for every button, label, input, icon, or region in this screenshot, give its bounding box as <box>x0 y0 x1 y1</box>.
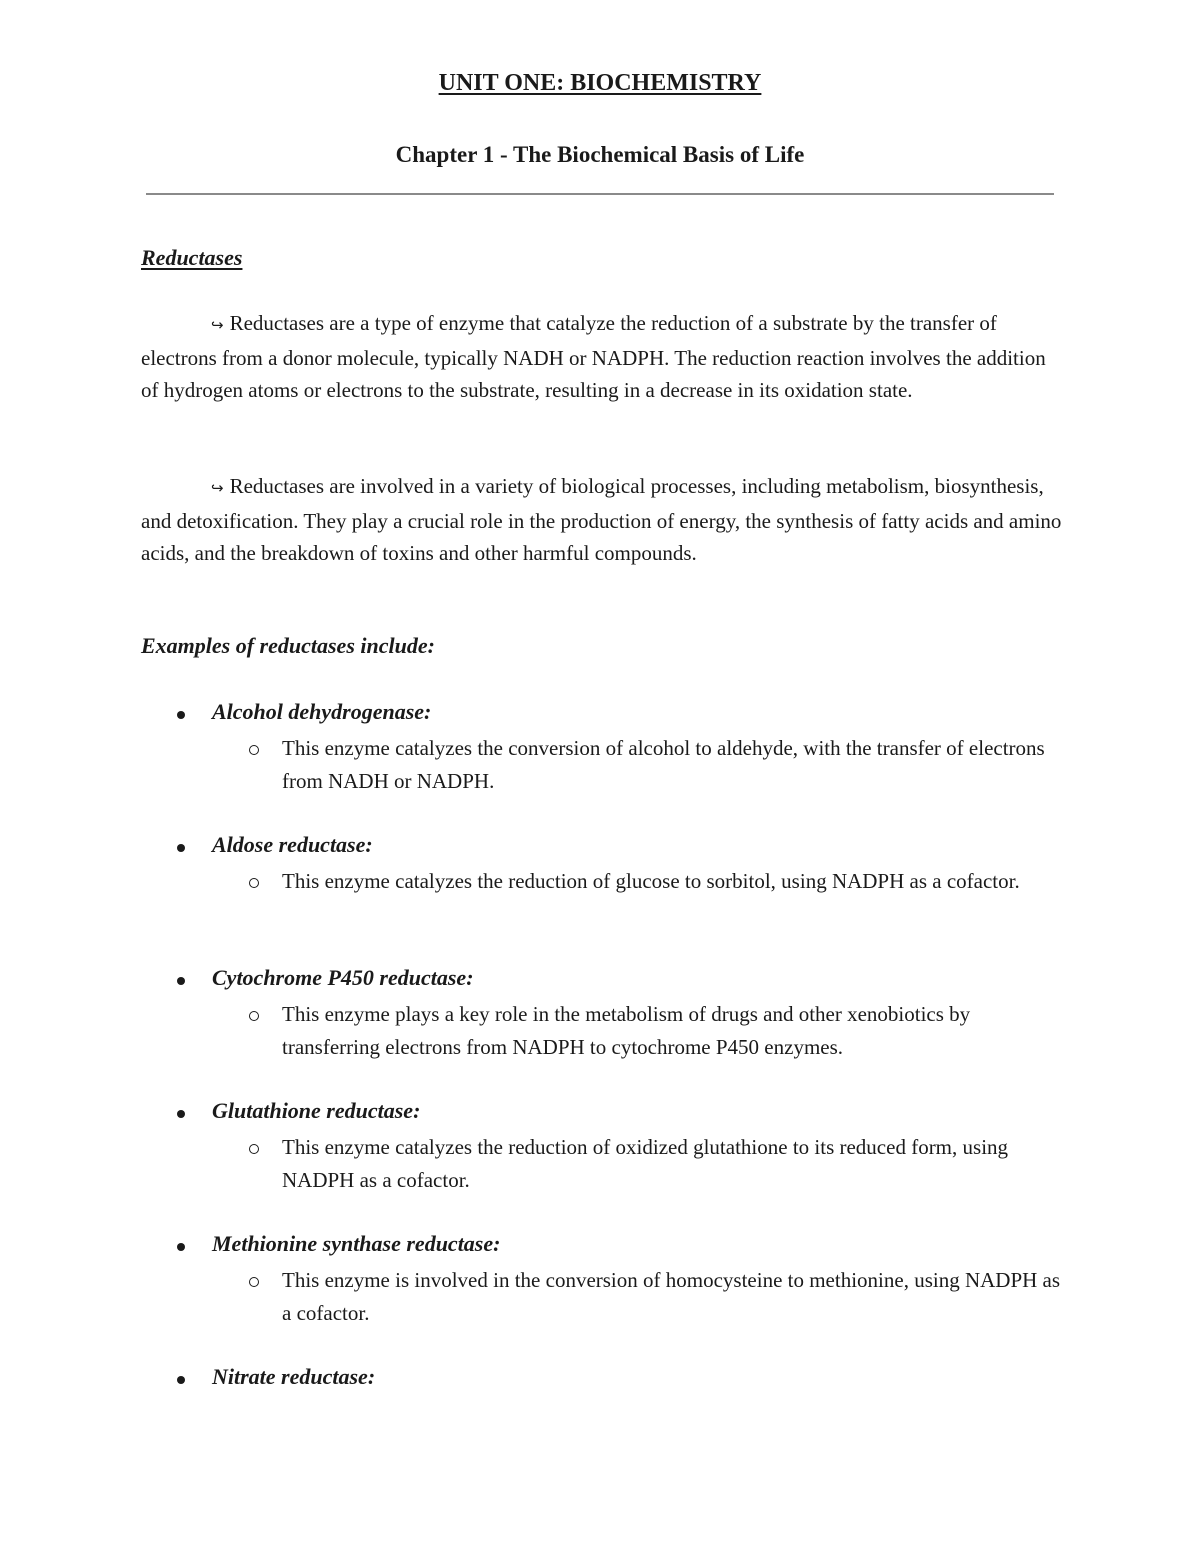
horizontal-divider <box>146 193 1054 195</box>
hollow-bullet-icon <box>249 1277 259 1287</box>
paragraph-text: Reductases are involved in a variety of biological processes, including metabolism, biosynthesis, and detoxification. They play a crucial role in the production of energy, the synthesis of fatty acids and amino acids, and the breakdown of toxins and other harmful compounds. <box>141 474 1062 566</box>
bullet-icon <box>177 1110 185 1118</box>
enzyme-description: This enzyme catalyzes the conversion of alcohol to aldehyde, with the transfer of electrons from NADH or NADPH. <box>282 736 1045 793</box>
enzyme-name: Aldose reductase: <box>212 832 373 857</box>
bullet-icon <box>177 1243 185 1251</box>
curved-arrow-icon: ↪ <box>211 316 224 334</box>
enzyme-name: Methionine synthase reductase: <box>212 1231 501 1256</box>
enzyme-description: This enzyme is involved in the conversion of homocysteine to methionine, using NADPH as a cofactor. <box>282 1268 1061 1325</box>
hollow-bullet-icon <box>249 1144 259 1154</box>
hollow-bullet-icon <box>249 1011 259 1021</box>
enzyme-description: This enzyme catalyzes the reduction of glucose to sorbitol, using NADPH as a cofactor. <box>282 869 1020 893</box>
bullet-icon <box>177 977 185 985</box>
examples-heading: Examples of reductases include: <box>141 633 435 658</box>
enzyme-name: Glutathione reductase: <box>212 1098 421 1123</box>
paragraph-text: Reductases are a type of enzyme that catalyze the reduction of a substrate by the transfer of electrons from a donor molecule, typically NADH or NADPH. The reduction reaction involves the addition of hydrogen atoms or electrons to the substrate, resulting in a decrease in its oxidation state. <box>141 311 1046 403</box>
paragraph <box>141 307 1066 407</box>
bullet-icon <box>177 1376 185 1384</box>
enzyme-name: Nitrate reductase: <box>212 1364 376 1389</box>
paragraph <box>141 470 1066 570</box>
curved-arrow-icon: ↪ <box>211 479 224 497</box>
unit-title: UNIT ONE: BIOCHEMISTRY <box>438 70 762 96</box>
enzyme-name: Cytochrome P450 reductase: <box>212 965 474 990</box>
section-heading: Reductases <box>141 245 243 270</box>
bullet-icon <box>177 711 185 719</box>
hollow-bullet-icon <box>249 745 259 755</box>
hollow-bullet-icon <box>249 878 259 888</box>
enzyme-description: This enzyme catalyzes the reduction of oxidized glutathione to its reduced form, using NADPH as a cofactor. <box>282 1135 1009 1192</box>
enzyme-description: This enzyme plays a key role in the metabolism of drugs and other xenobiotics by transferring electrons from NADPH to cytochrome P450 enzymes. <box>282 1002 971 1059</box>
enzyme-name: Alcohol dehydrogenase: <box>212 699 432 724</box>
bullet-icon <box>177 844 185 852</box>
chapter-title: Chapter 1 - The Biochemical Basis of Life <box>395 142 805 167</box>
